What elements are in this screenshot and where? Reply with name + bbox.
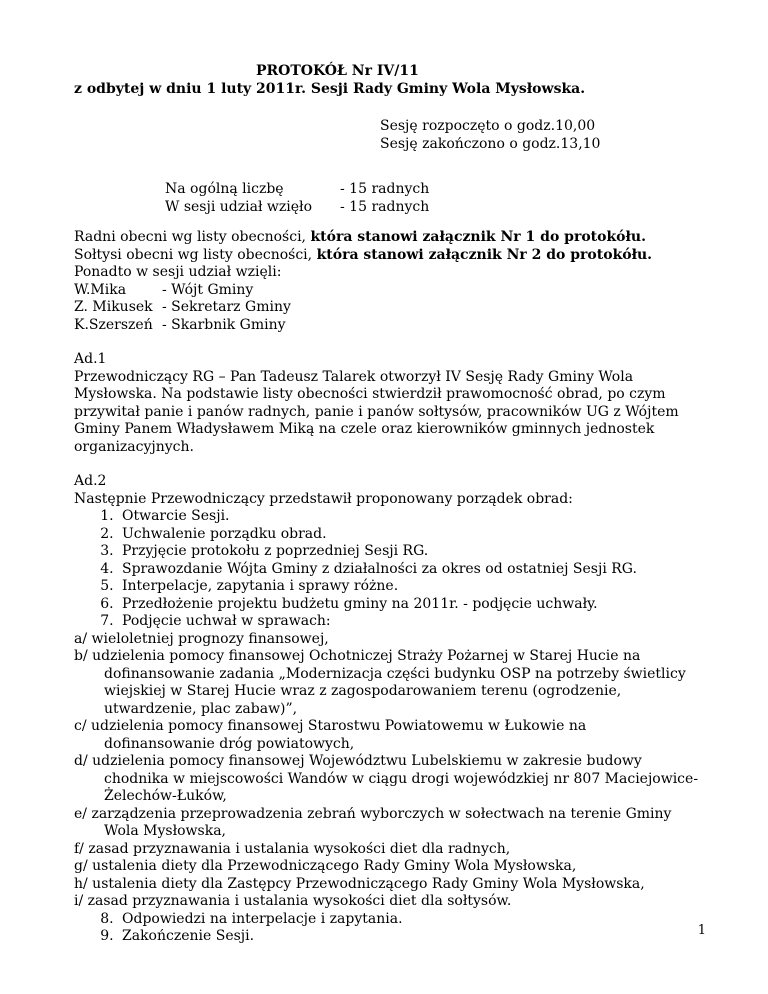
resolution-subitem [74, 893, 714, 911]
councillors-text: Radni obecni wg listy obecności, [74, 229, 311, 245]
staff-role: - Skarbnik Gminy [162, 316, 286, 333]
councillors-attachment: która stanowi załącznik Nr 1 do protokółu. [310, 229, 646, 245]
attendance-present-row [165, 199, 429, 217]
attendance-total-value: - 15 radnych [340, 181, 430, 197]
session-start: Sesję rozpoczęto o godz.10,00 [380, 118, 596, 134]
attendance-present-value: - 15 radnych [340, 198, 430, 215]
staff-list [74, 282, 714, 335]
staff-row [74, 317, 714, 335]
agenda-list-continued [74, 911, 714, 946]
subitem-line: chodnika w miejscowości Wandów w ciągu drogi wojewódzkiej nr 807 Maciejowice- [104, 770, 699, 787]
agenda-item: 9. Zakończenie Sesji. [118, 928, 714, 946]
protocol-body [74, 229, 714, 946]
subitem-line: dofinansowanie dróg powiatowych, [104, 735, 355, 752]
resolution-subitem [74, 806, 714, 841]
resolution-subitem [74, 753, 714, 806]
agenda-item: 3. Przyjęcie protokołu z poprzedniej Sesji RG. [118, 543, 714, 561]
ad2-heading: Ad.2 [74, 473, 107, 489]
subitem-line: c/ udzielenia pomocy finansowej Starostwu Powiatowemu w Łukowie na [74, 718, 587, 734]
ad1-paragraph [74, 369, 714, 457]
subitem-line: b/ udzielenia pomocy finansowej Ochotniczej Straży Pożarnej w Starej Hucie na [74, 648, 641, 664]
subitem-line: g/ ustalenia diety dla Przewodniczącego Rady Gminy Wola Mysłowska, [74, 858, 577, 874]
ad1-line: Gminy Panem Władysławem Miką na czele oraz kierowników gminnych jednostek [74, 421, 655, 437]
soltysi-attachment: która stanowi załącznik Nr 2 do protokółu. [316, 246, 653, 263]
subitem-line: wiejskiej w Starej Hucie wraz z zagospodarowaniem terenu (ogrodzenie, [104, 683, 622, 699]
ad1-heading: Ad.1 [74, 351, 107, 367]
agenda-item: 6. Przedłożenie projektu budżetu gminy na 2011r. - podjęcie uchwały. [118, 596, 714, 614]
resolution-subitem [74, 718, 714, 753]
agenda-item: 2. Uchwalenie porządku obrad. [118, 526, 714, 544]
councillors-line [74, 229, 714, 247]
ad1-line: Przewodniczący RG – Pan Tadeusz Talarek otworzył IV Sesję Rady Gminy Wola [74, 368, 634, 385]
protocol-title: PROTOKÓŁ Nr IV/11 [256, 63, 419, 79]
protocol-subtitle: z odbytej w dniu 1 luty 2011r. Sesji Rady Gminy Wola Mysłowska. [74, 81, 586, 97]
staff-row [74, 299, 714, 317]
staff-role: - Sekretarz Gminy [162, 299, 291, 315]
subitem-line: dofinansowanie zadania „Modernizacja części budynku OSP na potrzeby świetlicy [104, 665, 686, 682]
staff-name: Z. Mikusek [74, 299, 153, 315]
agenda-item: 4. Sprawozdanie Wójta Gminy z działalności za okres od ostatniej Sesji RG. [118, 561, 714, 579]
attendance-total-label: Na ogólną liczbę [165, 181, 284, 197]
agenda-item: 1. Otwarcie Sesji. [118, 508, 714, 526]
ad1-line: organizacyjnych. [74, 438, 194, 455]
session-times [380, 118, 600, 153]
staff-name: W.Mika [74, 281, 127, 298]
agenda-item: 7. Podjęcie uchwał w sprawach: [118, 613, 714, 631]
resolution-subitem [74, 631, 714, 649]
agenda-item: 8. Odpowiedzi na interpelacje i zapytania. [118, 911, 714, 929]
ad1-line: Mysłowska. Na podstawie listy obecności stwierdził prawomocność obrad, po czym [74, 386, 666, 402]
subitem-line: a/ wieloletniej prognozy finansowej, [74, 630, 329, 647]
subitem-line: utwardzenie, plac zabaw)”, [104, 700, 298, 717]
resolution-subitem [74, 648, 714, 718]
staff-name: K.Szerszeń [74, 316, 153, 333]
resolution-subitem [74, 841, 714, 859]
agenda-item: 5. Interpelacje, zapytania i sprawy różne. [118, 578, 714, 596]
soltysi-text: Sołtysi obecni wg listy obecności, [74, 246, 317, 263]
agenda-list [74, 508, 714, 631]
subitem-line: h/ ustalenia diety dla Zastępcy Przewodniczącego Rady Gminy Wola Mysłowska, [74, 875, 645, 892]
attendance-block [165, 181, 429, 216]
subitem-line: Wola Mysłowska, [104, 823, 226, 839]
page-number: 1 [697, 923, 706, 938]
resolution-subitem [74, 858, 714, 876]
subitem-line: f/ zasad przyznawania i ustalania wysokości diet dla radnych, [74, 840, 511, 857]
session-end: Sesję zakończono o godz.13,10 [380, 135, 601, 152]
subitem-line: i/ zasad przyznawania i ustalania wysokości diet dla sołtysów. [74, 893, 512, 909]
subitem-line: Żelechów-Łuków, [104, 788, 227, 804]
soltysi-line [74, 247, 714, 265]
resolution-subitem [74, 876, 714, 894]
resolution-subitems [74, 631, 714, 911]
staff-row [74, 282, 714, 300]
others-intro: Ponadto w sesji udział wzięli: [74, 264, 282, 280]
attendance-total-row [165, 181, 429, 199]
subitem-line: e/ zarządzenia przeprowadzenia zebrań wyborczych w sołectwach na terenie Gminy [74, 805, 672, 822]
ad1-line: przywitał panie i panów radnych, panie i panów sołtysów, pracowników UG z Wójtem [74, 403, 679, 420]
staff-role: - Wójt Gminy [162, 281, 254, 298]
ad2-intro: Następnie Przewodniczący przedstawił proponowany porządek obrad: [74, 490, 573, 507]
attendance-present-label: W sesji udział wzięło [165, 198, 313, 215]
subitem-line: d/ udzielenia pomocy finansowej Województwu Lubelskiemu w zakresie budowy [74, 753, 642, 769]
